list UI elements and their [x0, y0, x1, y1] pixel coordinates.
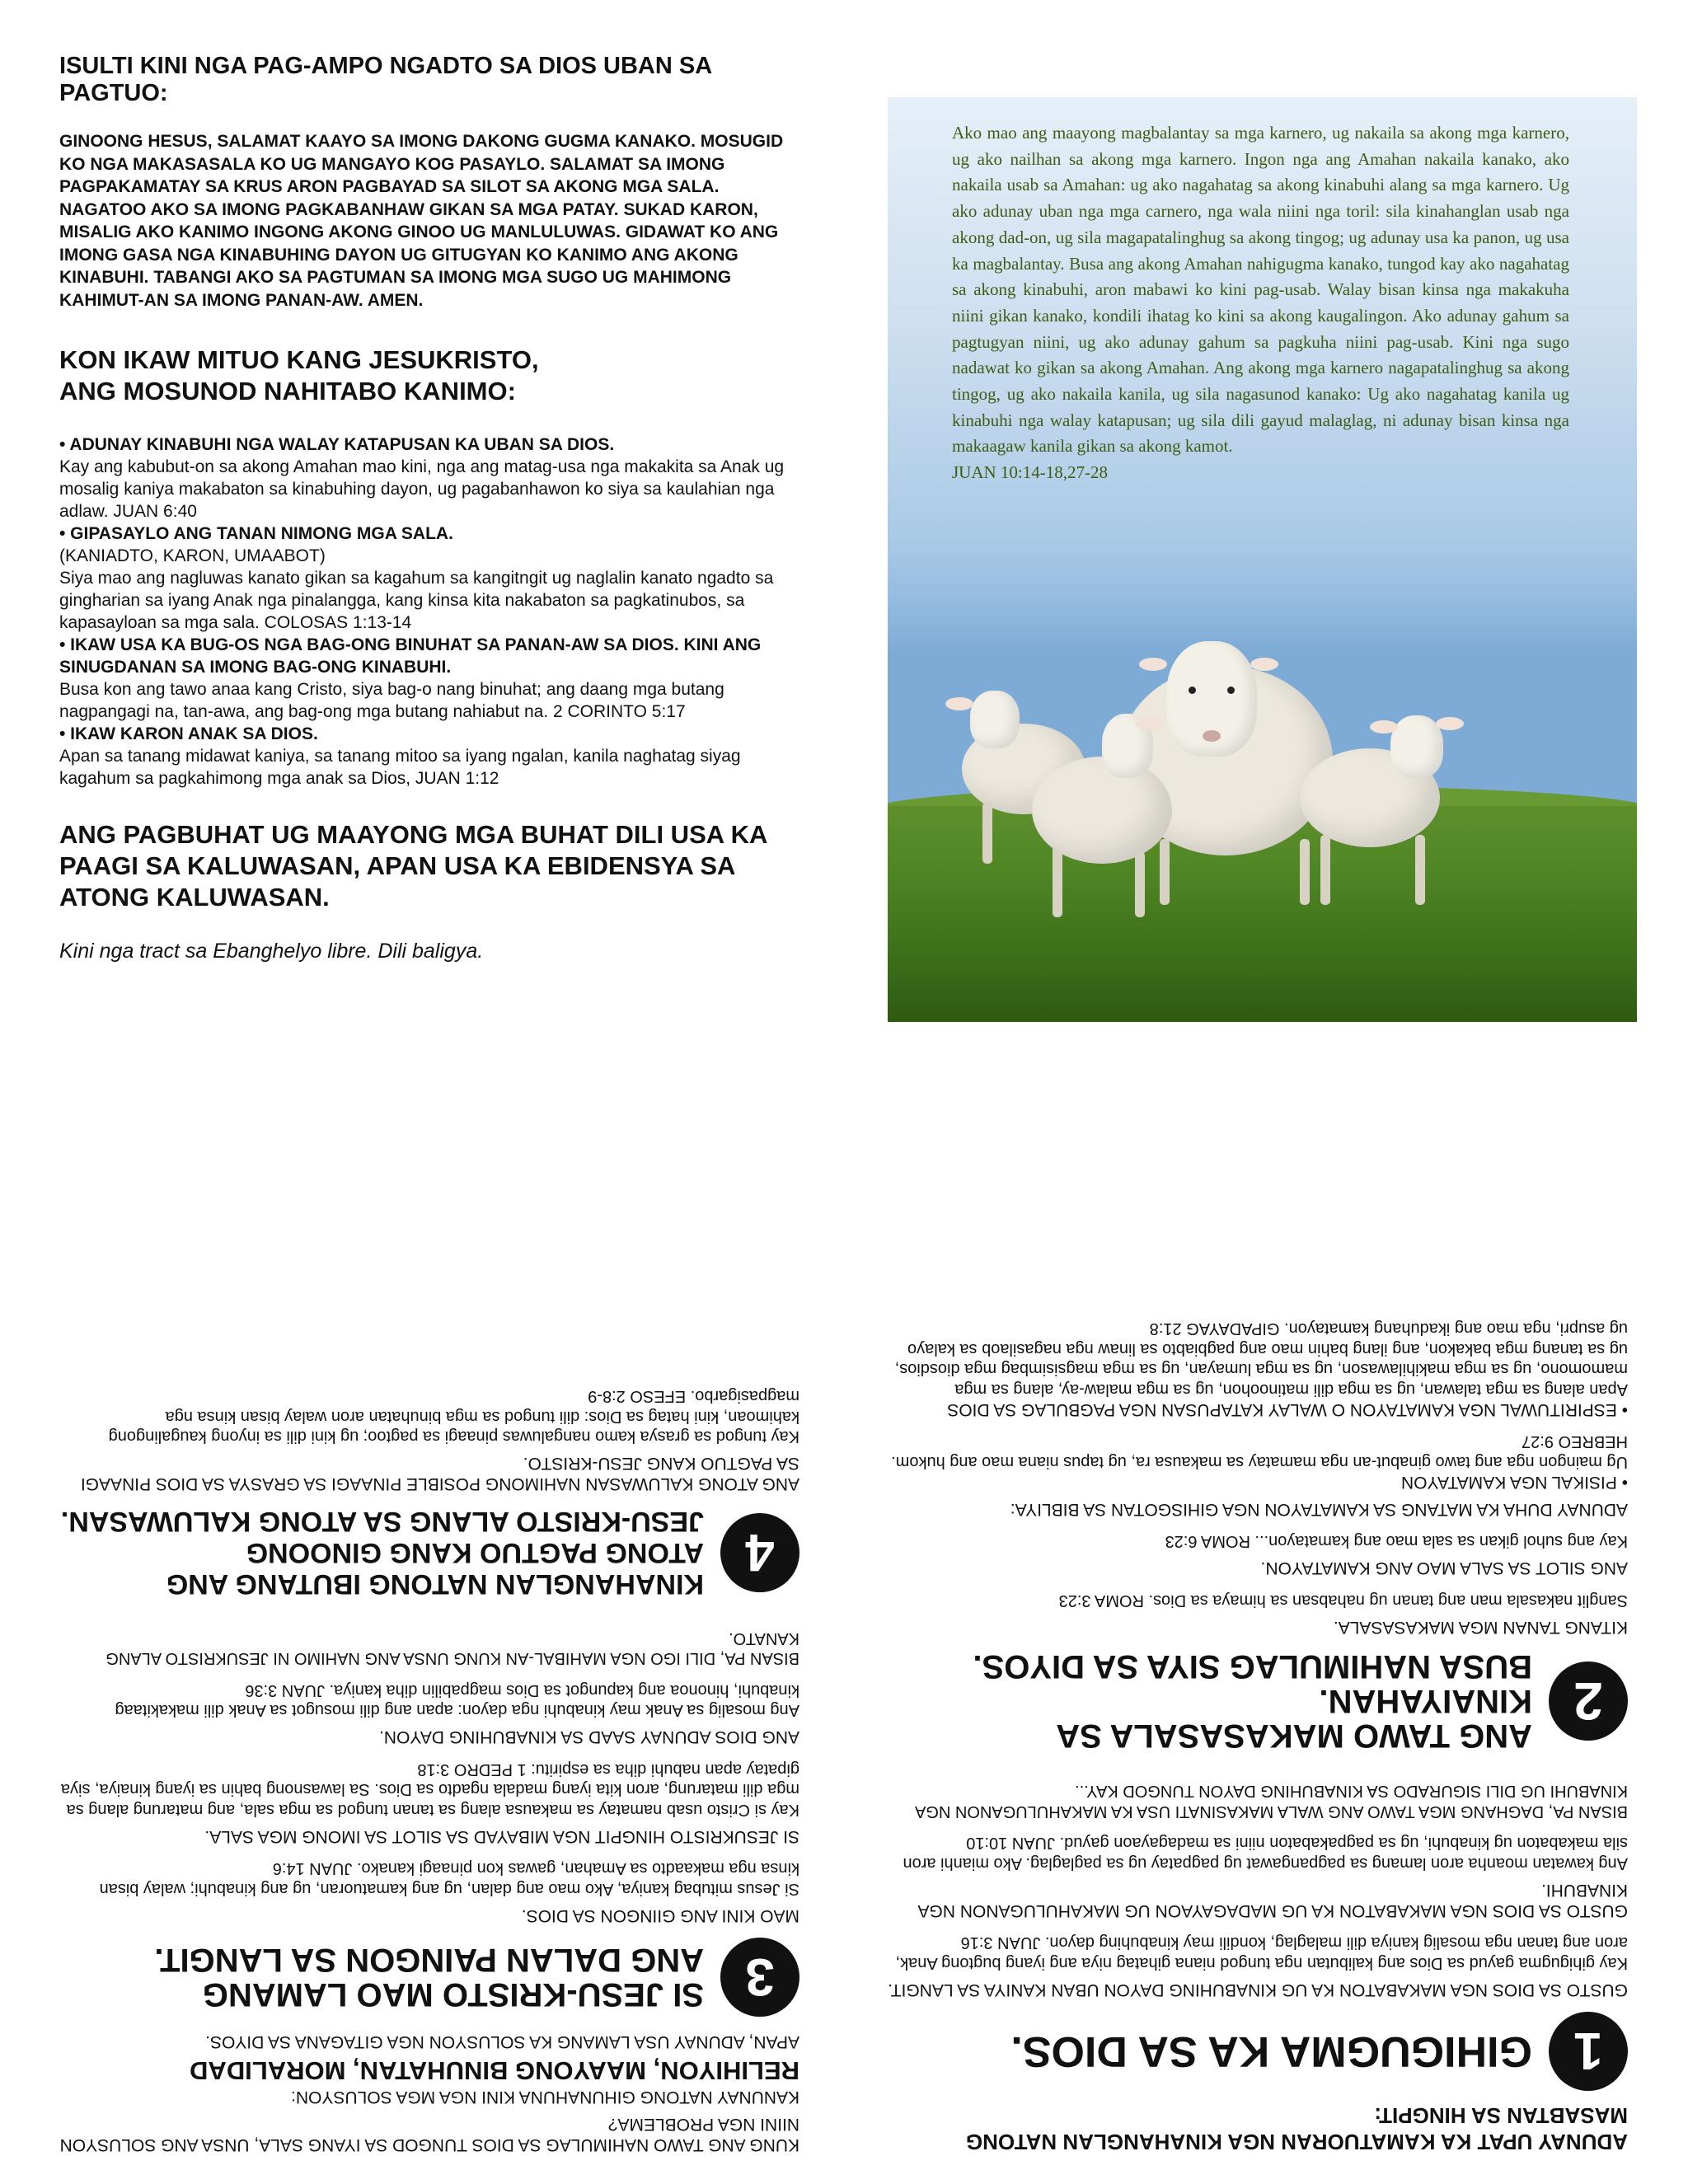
panel-4-title-row — [58, 1507, 799, 1601]
panel-2-bullet-title: • ESPIRITUWAL NGA KAMATAYON O WALAY KATAPUSAN NGA PAGBULAG SA DIOS — [947, 1400, 1628, 1419]
result-title: • IKAW USA KA BUG-OS NGA BAG-ONG BINUHAT SA PANAN-AW SA DIOS. KINI ANG SINUGDANAN SA IMONG BAG-ONG KINABUHI. — [59, 635, 762, 677]
panel-2-subhead: ADUNAY DUHA KA MATANG SA KAMATAYON NGA GIHISGOTAN SA BIBLIYA: — [1010, 1500, 1628, 1519]
panel-2-title-line1: ANG TAWO MAKASASALA SA KINAIYAHAN. — [1057, 1683, 1532, 1754]
ewe-leg — [1160, 839, 1170, 905]
panel-3-solutions: RELIHIYON, MAAYONG BINUHATAN, MORALIDAD — [190, 2056, 799, 2085]
panel-4 — [58, 1386, 799, 1601]
panel-3-title — [154, 1943, 704, 2012]
panel-4-title-line1: KINAHANGLAN NATONG IBUTANG ANG — [166, 1568, 704, 1601]
step-number-badge: 4 — [720, 1514, 799, 1593]
prayer-text: GINOONG HESUS, SALAMAT KAAYO SA IMONG DAKONG GUGMA KANAKO. MOSUGID KO NGA MAKASASALA KO UG MANGAYO KOG PASAYLO. SALAMAT SA IMONG PAGPAKAMATAY SA KRUS ARON PAGBAYAD SA SILOT SA AKONG MGA SALA. NAGATOO AKO SA IMONG PAGKABANHAW GIKAN SA MGA PATAY. SUKAD KARON, MISALIG AKO KANIMO INGONG AKONG GINOO UG MANLULUWAS. GIDAWAT KO ANG IMONG GASA NGA KINABUHING DAYON UG GITUGYAN KO KANIMO ANG AKONG KINABUHI. TABANGI AKO SA PAGTUMAN SA IMONG MGA SUGO UG MAHIMONG KAHIMUT-AN SA IMONG PANAN-AW. AMEN. — [59, 132, 784, 310]
results-heading-line2: ANG MOSUNOD NAHITABO KANIMO: — [59, 377, 516, 405]
ewe-eye — [1227, 687, 1235, 694]
panel-3-subhead: APAN, ADUNAY USA LAMANG KA SOLUSYON NGA GITAGANA SA DIYOS. — [205, 2032, 799, 2051]
panel-4-body: Kay tungod sa grasya kamo nangaluwas pinaagi sa pagtoo; ug kini dili sa inyong kaugalingong kahimoan, kini hatag sa Dios: dili tungod sa mga binuhatan aron walay bisan kinsa nga magpasigarbo. EFESO 2:8-9 — [108, 1387, 799, 1446]
panel-3-title-line1: SI JESU-KRISTO MAO LAMANG — [202, 1976, 704, 2013]
panel-1-intro: ADUNAY UPAT KA KAMATUORAN NGA KINAHANGLAN NATONG MASABTAN SA HINGPIT: — [965, 2103, 1628, 2154]
panel-1-body: Kay gihigugma gayud sa Dios ang kalibutan nga tungod niana gihatag niya ang iyang bugtong Anak, aron ang tanan nga mosalig kaniya dili malaglag, kondili may kinabuhing dayon. JUAN 3:16 — [895, 1933, 1628, 1972]
ewe-eye — [1189, 687, 1196, 694]
result-title: • IKAW KARON ANAK SA DIOS. — [59, 724, 318, 743]
panel-3-subhead: MAO KINI ANG GIINGON SA DIOS. — [521, 1906, 799, 1925]
lamb-ear — [945, 697, 973, 710]
lamb-head — [970, 691, 1020, 748]
verse-text: Ako mao ang maayong magbalantay sa mga karnero, ug nakaila sa akong mga karnero, ug ako nailhan sa akong mga karnero. Ingon nga ang Amahan nakaila kanako, ako nakaila usab sa Amahan: ug ako nagahatag sa akong kinabuhi alang sa mga karnero. Ug ako adunay uban nga mga carnero, nga wala niini nga toril: sila kinahanglan usab nga akong dad-on, ug sila magapatalinghug sa akong tingog; ug adunay usa ka panon, ug usa ka magbalantay. Busa ang akong Amahan nahigugma kanako, tungod kay ako nagahatag sa akong kinabuhi, aron mabawi ko kini pag-usab. Walay bisan kinsa nga makakuha niini gikan kanako, kondili ihatag ko kini sa akong kaugalingon. Ako adunay gahum sa pagtugyan niini, ug ako adunay gahum sa pagkuha niini pag-usab. Kini nga sugo nadawat ko gikan sa akong Amahan. Ang akong mga karnero nagapatalinghug sa akong tingog, ug ako nakaila kanila, ug sila nagasunod kanako: Ug ako nagahatag kanila ug kinabuhi nga walay katapusan; ug sila dili gayud malaglag, ni adunay bisan kinsa nga makaagaw kanila gikan sa akong kamot. — [952, 123, 1569, 457]
result-text: Siya mao ang nagluwas kanato gikan sa kagahum sa kangitngit ug naglalin kanato ngadto sa gingharian sa iyang Anak nga pinalangga, kang kinsa kita nakabaton sa pagkatinubos, sa kapasayloan sa mga sala. COLOSAS 1:13-14 — [59, 569, 774, 632]
results-heading — [59, 344, 801, 407]
lamb-leg — [982, 802, 992, 864]
step-number-badge: 3 — [720, 1938, 799, 2017]
ewe-leg — [1300, 839, 1310, 905]
ewe-nose — [1203, 730, 1221, 742]
panel-1 — [886, 1781, 1628, 2155]
panel-2-title — [886, 1649, 1532, 1753]
panel-1-subhead: GUSTO SA DIOS NGA MAKABATON KA UG MADAGAYAON UG MAKAHULUGANON NGA KINABUHI. — [918, 1881, 1628, 1920]
ewe-ear — [1250, 658, 1278, 671]
panel-2-bullet-text: Apan alang sa mga talawan, ug sa mga dili matinoohon, ug sa mga malaw-ay, alang sa mga mamomono, ug sa mga makihilawason, ug sa mga lumayan, ug sa mga magsisimbag mga diosdios, ug sa tanang mga bakakon, ang ilang bahin mao ang pagbiabto sa linaw nga nagasilaob sa kalayo ug asupri, nga mao ang ikaduhang kamatayon. GIPADAYAG 21:8 — [894, 1319, 1628, 1399]
panel-3 — [58, 1629, 799, 2156]
panel-3-question: KUNG ANG TAWO NAHIMULAG SA DIOS TUNGOD SA IYANG SALA, UNSA ANG SOLUSYON NIINI NGA PROBLEMA? — [59, 2115, 799, 2154]
result-text: Kay ang kabubut-on sa akong Amahan mao kini, nga ang matag-usa nga makakita sa Anak ug mosalig kaniya makabaton sa kinabuhing dayon, ug pagabanhawon ko siya sa kaulahian nga adlaw. JUAN 6:40 — [59, 457, 785, 521]
panel-1-title-row — [886, 2012, 1628, 2091]
result-text: Apan sa tanang midawat kaniya, sa tanang mitoo sa iyang ngalan, kanila naghatag siyag kagahum sa pagkahimong mga anak sa Dios, JUAN 1:12 — [59, 747, 741, 788]
result-item — [59, 723, 801, 790]
panel-2-body: Sanglit nakasala man ang tanan ug nahabsan sa himaya sa Dios. ROMA 3:23 — [1058, 1591, 1628, 1610]
bible-verse — [952, 120, 1569, 486]
lamb-leg — [1320, 835, 1330, 905]
panel-2 — [886, 1319, 1628, 1753]
results-list — [59, 434, 801, 790]
verse-reference: JUAN 10:14-18,27-28 — [952, 462, 1108, 483]
panel-2-bullet-text: Ug maingon nga ang tawo ginabut-an nga mamatay sa makausa ra, ug tapus niana mao ang hukom. HEBREO 9:27 — [891, 1432, 1628, 1471]
panel-column-1-2 — [886, 1133, 1628, 2155]
result-text: Busa kon ang tawo anaa kang Cristo, siya bag-o nang binuhat; ang daang mga butang nagpangagi na, tan-awa, ang bag-ong mga butang nahiabut na. 2 CORINTO 5:17 — [59, 680, 724, 721]
panel-4-subhead: ANG ATONG KALUWASAN NAHIMONG POSIBLE PINAAGI SA GRASYA SA DIOS PINAAGI SA PAGTUO KANG JESU-KRISTO. — [80, 1454, 799, 1494]
lamb-ear — [1370, 720, 1398, 733]
lamb-body — [1032, 757, 1172, 864]
panel-3-subhead: KANUNAY NATONG GIHUNAHUNA KINI NGA MGA SOLUSYON: — [291, 2088, 799, 2107]
panel-3-subhead: ANG DIOS ADUNAY SAAD SA KINABUHING DAYON. — [379, 1727, 799, 1747]
panel-1-transition: BISAN PA, DAGHANG MGA TAWO ANG WALA MAKASINATI USA KA MAKAHULUGANON NGA KINABUHI UG DILI SIGURADO SA KINABUHING DAYON TUNGOD KAY... — [916, 1782, 1628, 1821]
free-tract-note: Kini nga tract sa Ebanghelyo libre. Dili baligya. — [59, 940, 484, 963]
step-number-badge: 2 — [1549, 1661, 1628, 1741]
result-item — [59, 634, 801, 723]
prayer-column — [59, 53, 801, 963]
panel-2-subhead: KITANG TANAN MGA MAKASASALA. — [1333, 1618, 1628, 1637]
sheep-photo-panel — [888, 97, 1637, 1022]
ewe-ear — [1139, 658, 1167, 671]
result-item — [59, 523, 801, 634]
lamb-leg — [1053, 851, 1062, 917]
panel-3-transition: BISAN PA, DILI IGO NGA MAHIBAL-AN KUNG UNSA ANG NAHIMO NI JESUKRISTO ALANG KANATO. — [106, 1629, 799, 1668]
panel-3-title-line2: ANG DALAN PAINGON SA LANGIT. — [154, 1942, 704, 1978]
closing-heading: ANG PAGBUHAT UG MAAYONG MGA BUHAT DILI USA KA PAAGI SA KALUWASAN, APAN USA KA EBIDENSYA SA ATONG KALUWASAN. — [59, 820, 767, 912]
panel-3-body: Kay si Cristo usab namatay sa makausa alang sa tanan tungod sa mga sala, ang matarung alang sa mga dili matarung, aron kita iyang madala ngadto sa Dios. Sa lawasnong bahin sa iyang kinaiya, siya gipatay apan nabuhi diha sa espiritu: 1 PEDRO 3:18 — [60, 1760, 799, 1819]
lamb-leg — [1135, 851, 1145, 917]
result-item — [59, 434, 801, 523]
result-subtitle: (KANIADTO, KARON, UMAABOT) — [59, 546, 326, 565]
panel-4-title — [61, 1507, 704, 1601]
panel-3-subhead: SI JESUKRISTO HINGPIT NGA MIBAYAD SA SILOT SA IMONG MGA SALA. — [204, 1827, 799, 1846]
panel-2-bullet-title: • PISIKAL NGA KAMATAYON — [1401, 1473, 1628, 1492]
panel-3-body: Ang mosalig sa Anak may kinabuhi nga dayon: apan ang dili mosugot sa Anak dili makakitaag kinabuhi, hinonoa ang kapungot sa Dios magpabilin diha kaniya. JUAN 3:36 — [115, 1681, 799, 1720]
step-number-badge: 1 — [1549, 2012, 1628, 2091]
lamb-leg — [1415, 835, 1425, 905]
panel-2-title-line2: BUSA NAHIMULAG SIYA SA DIYOS. — [973, 1648, 1532, 1685]
panel-2-title-row — [886, 1649, 1628, 1753]
panel-3-title-row — [58, 1938, 799, 2017]
panel-3-body: Si Jesus mitubag kaniya, Ako mao ang dalan, ug ang kamatuoran, ug ang kinabuhi; walay bisan kinsa nga makaadto sa Amahan, gawas kon pinaagi kanako. JUAN 14:6 — [99, 1859, 799, 1898]
result-title: • GIPASAYLO ANG TANAN NIMONG MGA SALA. — [59, 524, 453, 543]
panel-2-body: Kay ang suhol gikan sa sala mao ang kamatayon... ROMA 6:23 — [1165, 1532, 1628, 1551]
results-heading-line1: KON IKAW MITUO KANG JESUKRISTO, — [59, 345, 539, 374]
result-title: • ADUNAY KINABUHI NGA WALAY KATAPUSAN KA UBAN SA DIOS. — [59, 435, 615, 454]
lamb-ear — [1436, 717, 1464, 730]
panel-4-title-line3: JESU-KRISTO ALANG SA ATONG KALUWASAN. — [60, 1506, 704, 1538]
prayer-heading: ISULTI KINI NGA PAG-AMPO NGADTO SA DIOS UBAN SA PAGTUO: — [59, 53, 712, 106]
panel-2-subhead: ANG SILOT SA SALA MAO ANG KAMATAYON. — [1260, 1558, 1628, 1578]
panel-1-body: Ang kawatan moanha aron lamang sa pagpangawat ug pagpatay ug sa paglaglag. Ako mianhi aron sila makabaton ug kinabuhi, ug sa pagpakabaton niini sa madagayaon gayud. JUAN 10:10 — [903, 1834, 1628, 1872]
panel-column-3-4 — [58, 1133, 799, 2155]
lamb-ear — [1135, 717, 1163, 730]
panel-1-subhead: GUSTO SA DIOS NGA MAKABATON KA UG KINABUHING DAYON UBAN KANIYA SA LANGIT. — [888, 1980, 1628, 1999]
panel-1-title: GIHIGUGMA KA SA DIOS. — [1010, 2027, 1532, 2075]
panel-4-title-line2: ATONG PAGTUO KANG GINOONG — [246, 1537, 704, 1569]
